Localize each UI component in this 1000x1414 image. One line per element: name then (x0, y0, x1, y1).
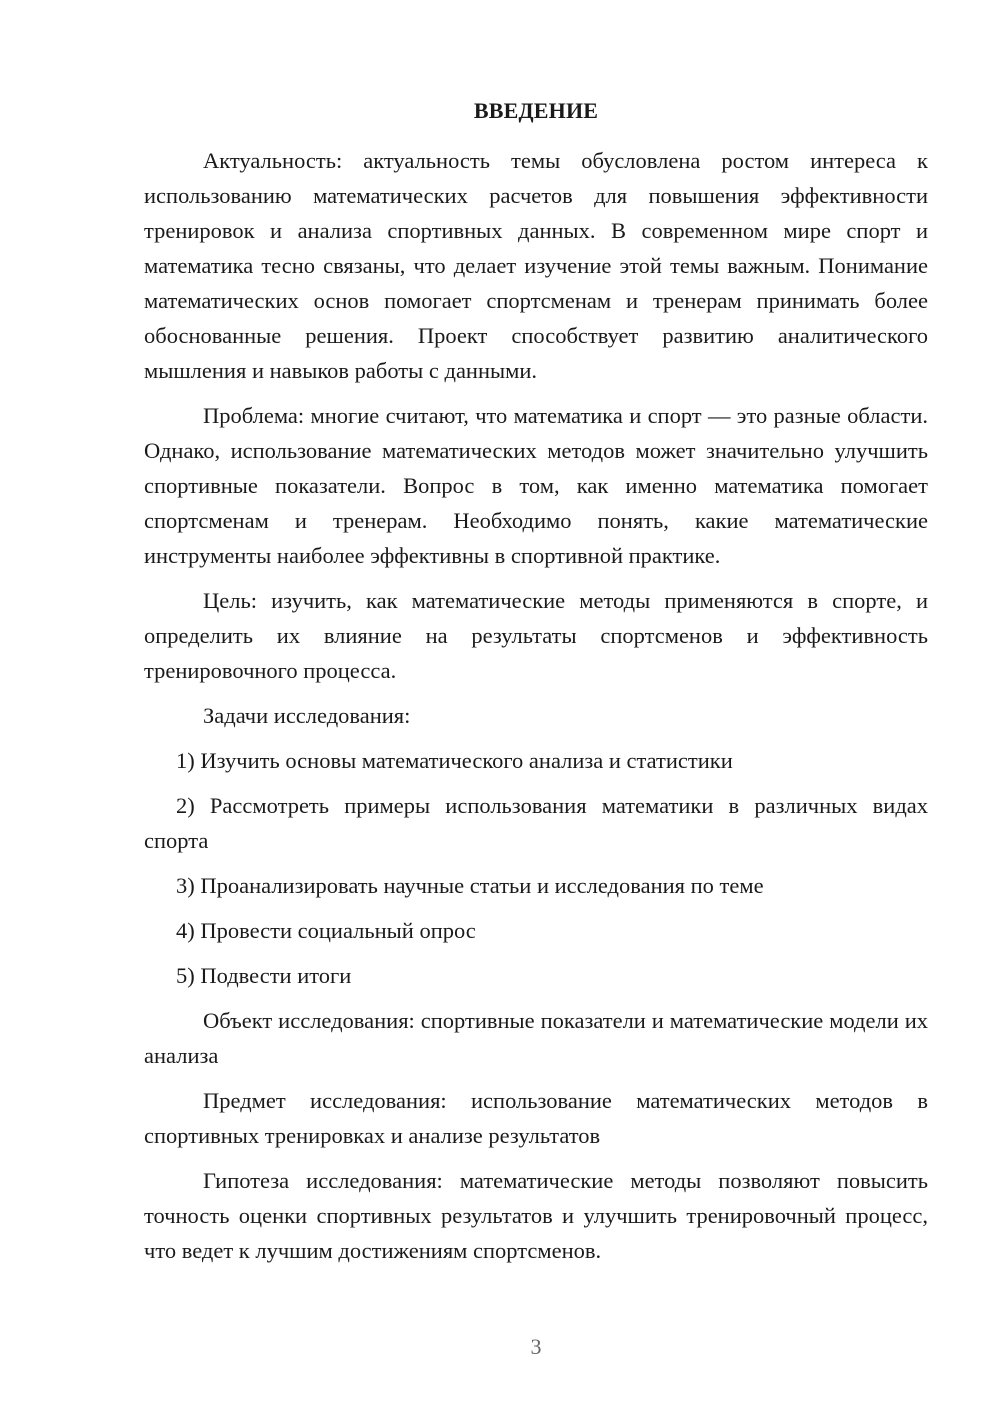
page-body (144, 143, 928, 1278)
tasks-list (144, 743, 928, 993)
task-item: 4) Провести социальный опрос (176, 918, 476, 943)
task-item: 1) Изучить основы математического анализа и статистики (176, 748, 733, 773)
goal-paragraph: Цель: изучить, как математические методы применяются в спорте, и определить их влияние на результаты спортсменов и эффективность тренировочного процесса. (144, 588, 928, 683)
problem-paragraph: Проблема: многие считают, что математика и спорт — это разные области. Однако, использование математических методов может значительно улучшить спортивные показатели. Вопрос в том, как именно математика помогает спортсменам и тренерам. Необходимо понять, какие математические инструменты наиболее эффективны в спортивной практике. (144, 403, 928, 568)
task-item: 5) Подвести итоги (176, 963, 352, 988)
task-item: 2) Рассмотреть примеры использования математики в различных видах спорта (144, 793, 928, 853)
relevance-paragraph: Актуальность: актуальность темы обусловлена ростом интереса к использованию математических расчетов для повышения эффективности тренировок и анализа спортивных данных. В современном мире спорт и математика тесно связаны, что делает изучение этой темы важным. Понимание математических основ помогает спортсменам и тренерам принимать более обоснованные решения. Проект способствует развитию аналитического мышления и навыков работы с данными. (144, 148, 928, 383)
hypothesis-paragraph: Гипотеза исследования: математические методы позволяют повысить точность оценки спортивных результатов и улучшить тренировочный процесс, что ведет к лучшим достижениям спортсменов. (144, 1168, 928, 1263)
page-number: 3 (530, 1334, 542, 1359)
object-paragraph: Объект исследования: спортивные показатели и математические модели их анализа (144, 1008, 928, 1068)
tasks-heading: Задачи исследования: (203, 703, 411, 728)
subject-paragraph: Предмет исследования: использование математических методов в спортивных тренировках и анализе результатов (144, 1088, 928, 1148)
section-title: ВВЕДЕНИЕ (473, 98, 599, 123)
task-item: 3) Проанализировать научные статьи и исследования по теме (176, 873, 764, 898)
